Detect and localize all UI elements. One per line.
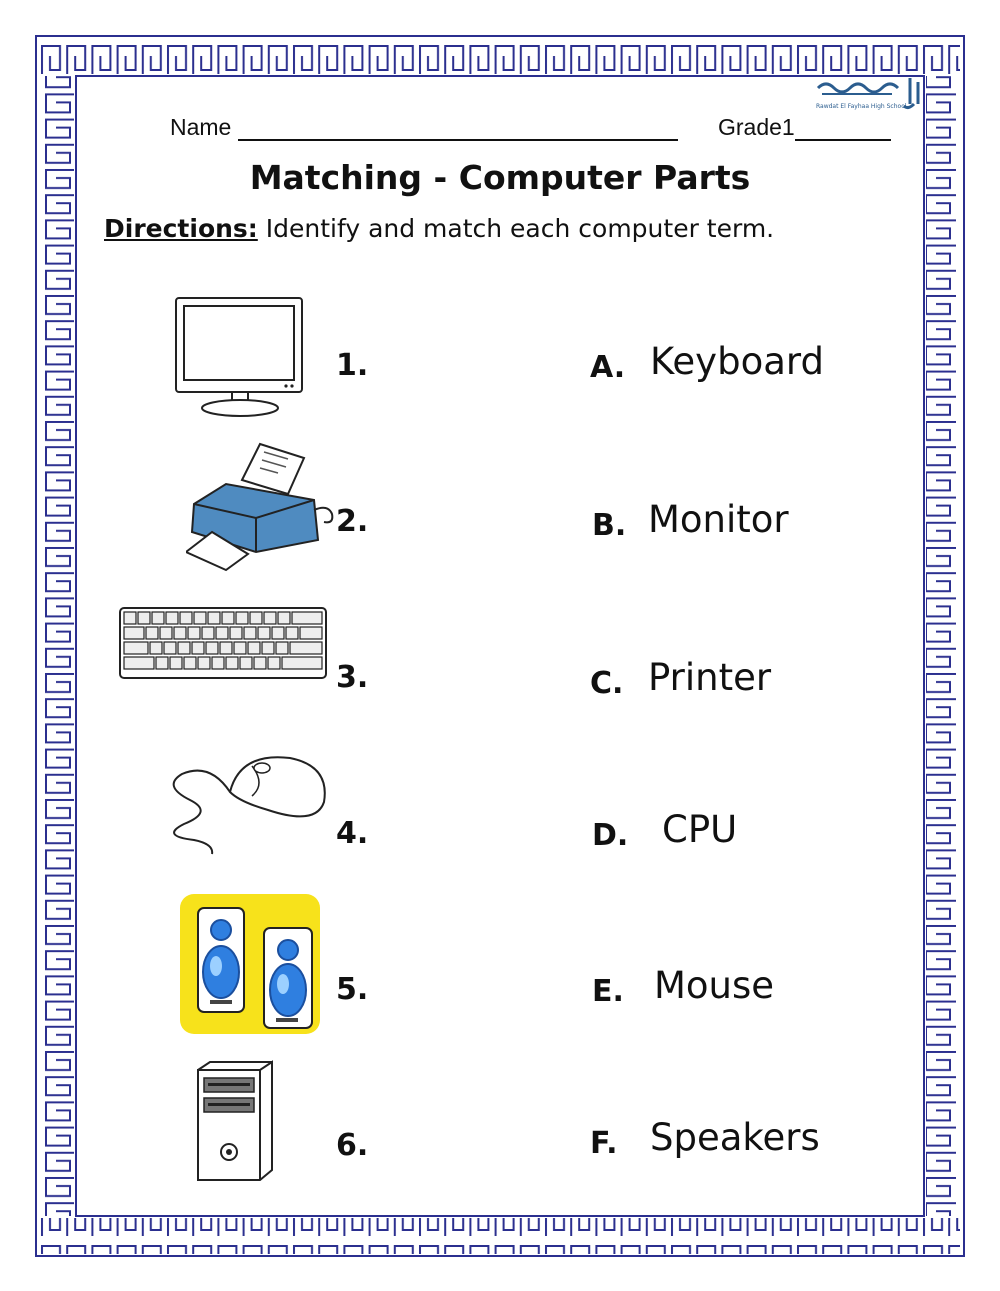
svg-text:Rawdat El Fayhaa High School: Rawdat El Fayhaa High School: [816, 103, 907, 110]
answer-term-printer: Printer: [648, 656, 772, 699]
keyboard-icon: [118, 606, 328, 680]
item-number: 3.: [336, 660, 369, 695]
answer-letter: B.: [592, 508, 627, 543]
name-label: Name: [170, 114, 232, 140]
item-number: 2.: [336, 504, 369, 539]
monitor-icon: [170, 296, 310, 420]
directions-label: Directions:: [104, 214, 258, 243]
answer-letter: F.: [590, 1126, 618, 1161]
name-blank[interactable]: [238, 117, 678, 141]
printer-icon: [186, 440, 336, 574]
grade-blank[interactable]: [795, 117, 891, 141]
item-number: 5.: [336, 972, 369, 1007]
answer-term-mouse: Mouse: [654, 964, 775, 1007]
cpu-tower-icon: [194, 1060, 276, 1182]
answer-term-keyboard: Keyboard: [650, 340, 824, 383]
answer-letter: C.: [590, 666, 624, 701]
item-number: 4.: [336, 816, 369, 851]
speakers-icon: [180, 894, 320, 1034]
answer-term-cpu: CPU: [662, 808, 738, 851]
directions: [104, 214, 774, 243]
worksheet-title: Matching - Computer Parts: [249, 158, 751, 197]
name-field: [170, 114, 678, 141]
school-logo: [812, 74, 930, 114]
answer-letter: D.: [592, 818, 629, 853]
item-number: 6.: [336, 1128, 369, 1163]
mouse-icon: [170, 752, 328, 856]
item-number: 1.: [336, 348, 369, 383]
answer-letter: E.: [592, 974, 624, 1009]
grade-field: [718, 114, 891, 141]
grade-label: Grade1: [718, 114, 795, 140]
answer-term-monitor: Monitor: [648, 498, 789, 541]
directions-text: Identify and match each computer term.: [257, 214, 775, 243]
answer-letter: A.: [590, 350, 626, 385]
answer-term-speakers: Speakers: [650, 1116, 820, 1159]
